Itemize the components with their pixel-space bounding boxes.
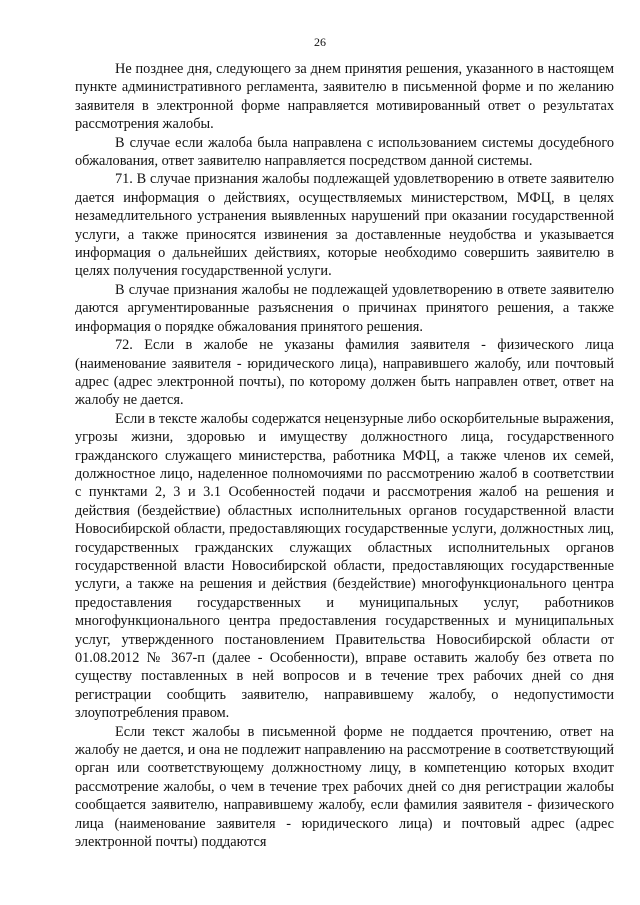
page-number: 26	[314, 35, 326, 49]
paragraph-item-72: 72. Если в жалобе не указаны фамилия заявителя - физического лица (наименование заявителя - юридического лица), направившего жалобу, или почтовый адрес (адрес электронной почты), по которому должен быть направлен ответ, ответ на жалобу не дается.	[75, 337, 614, 409]
paragraph-offensive-language: Если в тексте жалобы содержатся нецензурные либо оскорбительные выражения, угрозы жизни, здоровью и имуществу должностного лица, государственного гражданского служащего министерства, работника МФЦ, а также членов их семей, должностное лицо, наделенное полномочиями по рассмотрению жалоб в соответствии с пунктами 2, 3 и 3.1 Особенностей подачи и рассмотрения жалоб на решения и действия (бездействие) областных исполнительных органов государственной власти Новосибирской области, предоставляющих государственные услуги, должностных лиц, государственных гражданских служащих областных исполнительных органов государственной власти Новосибирской области, предоставляющих государственные услуги, а также на решения и действия (бездействие) многофункционального центра предоставления государственных и муниципальных услуг, работников многофункционального центра предоставления государственных и муниципальных услуг, утвержденного постановлением Правительства Новосибирской области от 01.08.2012 № 367-п (далее - Особенности), вправе оставить жалобу без ответа по существу поставленных в ней вопросов и в течение трех рабочих дней со дня регистрации сообщить заявителю, направившему жалобу, о недопустимости злоупотребления правом.	[75, 410, 614, 722]
paragraph-unreadable-text: Если текст жалобы в письменной форме не поддается прочтению, ответ на жалобу не дается, и она не подлежит направлению на рассмотрение в соответствующий орган или соответствующему должностному лицу, в компетенцию которых входит рассмотрение жалобы, о чем в течение трех рабочих дней со дня регистрации жалобы сообщается заявителю, направившему жалобу, если фамилия заявителя - физического лица (наименование заявителя - юридического лица) и почтовый адрес (адрес электронной почты) поддаются	[75, 723, 614, 851]
paragraph-response-deadline: Не позднее дня, следующего за днем принятия решения, указанного в настоящем пункте административного регламента, заявителю в письменной форме и по желанию заявителя в электронной форме направляется мотивированный ответ о результатах рассмотрения жалобы.	[75, 61, 614, 133]
paragraph-complaint-rejected: В случае признания жалобы не подлежащей удовлетворению в ответе заявителю даются аргументированные разъяснения о причинах принятого решения, а также информация о порядке обжалования принятого решения.	[75, 281, 614, 335]
document-body	[75, 60, 614, 851]
paragraph-pretrial-system: В случае если жалоба была направлена с использованием системы досудебного обжалования, ответ заявителю направляется посредством данной системы.	[75, 134, 614, 170]
paragraph-item-71: 71. В случае признания жалобы подлежащей удовлетворению в ответе заявителю дается информация о действиях, осуществляемых министерством, МФЦ, в целях незамедлительного устранения выявленных нарушений при оказании государственной услуги, а также приносятся извинения за доставленные неудобства и указывается информация о дальнейших действиях, которые необходимо совершить заявителю в целях получения государственной услуги.	[75, 171, 614, 280]
